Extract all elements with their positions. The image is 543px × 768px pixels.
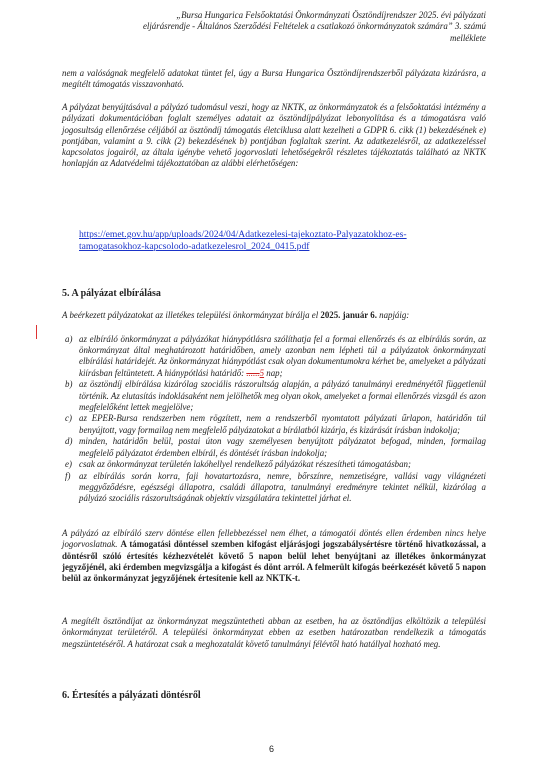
list-marker: f)	[65, 470, 71, 481]
list-marker: b)	[65, 379, 73, 390]
revision-bar	[36, 325, 37, 339]
deleted-text: ......	[246, 367, 260, 378]
list-item-text: az EPER-Bursa rendszerben nem rögzített, nem a rendszerből nyomtatott pályázati űrlapon, határidőn túl benyújtott, vagy formailag nem megfelelő pályázatokat a bírálatból kizárja, és kizárását írásban indokolja;	[79, 413, 486, 435]
list-marker: a)	[65, 334, 73, 344]
section-6-heading: 6. Értesítés a pályázati döntésről	[62, 690, 201, 701]
header-line-3: melléklete	[450, 32, 486, 43]
list-item	[62, 334, 486, 379]
appeal-paragraph	[62, 528, 486, 584]
list-item-text: csak az önkormányzat területén lakóhellyel rendelkező pályázókat részesítheti támogatásban;	[79, 459, 411, 470]
intro-continuation: nem a valóságnak megfelelő adatokat tüntet fel, úgy a Bursa Hungarica Ösztöndíjrendszerből pályázata kizárásra, a megítélt támogatás visszavonható.	[62, 68, 486, 90]
list-item	[62, 436, 486, 458]
privacy-link-line-2[interactable]: tamogatasokhoz-kapcsolodo-adatkezelesrol_2024_0415.pdf	[79, 241, 310, 253]
list-item-tail: nap;	[266, 367, 283, 378]
list-item	[62, 379, 486, 413]
list-marker: d)	[65, 436, 73, 447]
list-marker: c)	[65, 413, 72, 424]
list-item-text: az ösztöndíj elbírálása kizárólag szociális rászorultság alapján, a pályázó tanulmányi eredményétől függetlenül történik. Az elutasítás indoklásaként nem jelölhetők meg olyan okok, amelyeket a formai ellenőrzés vizsgál és azon megfelelőként lettek megjelölve;	[79, 379, 486, 412]
list-item-text: az elbíráló önkormányzat a pályázókat hiánypótlásra szólíthatja fel a formai ellenőrzés és az elbírálás során, az önkormányzat által meghatározott határidőben, amely azonban nem lépheti túl a pályázatok önkormányzati elbírálási határidejét. Az önkormányzat hiánypótlást csak olyan dokumentumokra kérhet be, amelyeket a pályázati kiírásban feltüntetett. A hiánypótlási határidő:	[79, 334, 486, 378]
deadline-date: 2025. január 6.	[320, 310, 377, 320]
list-item	[62, 459, 486, 470]
appeal-text: A pályázó az elbíráló szerv döntése ellen fellebbezéssel nem élhet, a támogatói döntés ellen érdemben nincs helye jogorvoslatnak.	[62, 528, 486, 550]
list-item	[62, 413, 486, 435]
list-item-text: minden, határidőn belül, postai úton vagy személyesen benyújtott pályázatot befogad, minden, formailag megfelelő pályázatot érdemben elbírál, és döntését írásban indokolja;	[79, 436, 486, 458]
page-header	[120, 10, 486, 44]
section-5-heading: 5. A pályázat elbírálása	[62, 288, 161, 299]
header-line-2: eljárásrendje - Általános Szerződési Feltételek a csatlakozó önkormányzatok számára” 3. számú	[142, 21, 486, 32]
privacy-link-line-1[interactable]: https://emet.gov.hu/app/uploads/2024/04/Adatkezelesi-tajekoztato-Palyazatokhoz-es-	[79, 229, 407, 240]
revocation-paragraph: A megítélt ösztöndíjat az önkormányzat megszüntetheti abban az esetben, ha az ösztöndíjas elköltözik a települési önkormányzat területéről. A települési önkormányzat ebben az esetben határozatban rendelkezik a támogatás megszüntetéséről. A határozat csak a meghozatalát követő tanulmányi félévtől ható hatállyal hozható meg.	[62, 616, 486, 649]
lead-tail: napjáig:	[379, 310, 410, 320]
privacy-link[interactable]	[79, 229, 499, 253]
list-marker: e)	[65, 459, 72, 470]
header-line-1: „Bursa Hungarica Felsőoktatási Önkormányzati Ösztöndíjrendszer 2025. évi pályázati	[176, 10, 486, 20]
page-number: 6	[268, 744, 274, 754]
list-item-text: az elbírálás során korra, faji hovatartozásra, nemre, bőrszínre, nemzetiségre, vallási vagy világnézeti meggyőződésre, egészségi állapotra, családi állapotra, tanulmányi eredményre tekintet nélkül, kizárólag a pályázó szociális rászorultságának objektív vizsgálatára tekintettel járhat el.	[79, 470, 486, 504]
list-item	[62, 471, 486, 505]
evaluation-rules-list	[62, 334, 486, 505]
section-5-lead	[62, 310, 486, 321]
privacy-paragraph: A pályázat benyújtásával a pályázó tudomásul veszi, hogy az NKTK, az önkormányzatok és a felsőoktatási intézmény a pályázati dokumentációban foglalt személyes adatait az ösztöndíjpályázat lebonyolítása és a támogatásra való jogosultság ellenőrzése céljából az ösztöndíj támogatás életciklusa alatt kezelheti a GDPR 6. cikk (1) bekezdésének e) pontjában, valamint a 9. cikk (2) bekezdésének b) pontjában foglaltak szerint. Az adatkezelésről, az adatkezeléssel kapcsolatos jogairól, az általa igénybe vehető jogorvoslati lehetőségekről részletes tájékoztatás található az NKTK honlapján az Adatvédelmi tájékoztatóban az alábbi elérhetőségen:	[62, 102, 486, 169]
appeal-bold-text: A támogatási döntéssel szemben kifogást eljárásjogi jogszabálysértésre történő hivatkozással, a döntésről szóló értesítés kézhezvételét követő 5 napon belül lehet benyújtani az illetékes önkormányzat jegyzőjénél, aki érdemben megvizsgálja a kifogást és dönt arról. A felmerült kifogás beérkezését követő 5 napon belül az önkormányzat jegyzőjének értesítenie kell az NKTK-t.	[62, 539, 486, 584]
inserted-text: 5	[259, 367, 265, 378]
lead-text: A beérkezett pályázatokat az illetékes települési önkormányzat bírálja el	[62, 310, 319, 320]
